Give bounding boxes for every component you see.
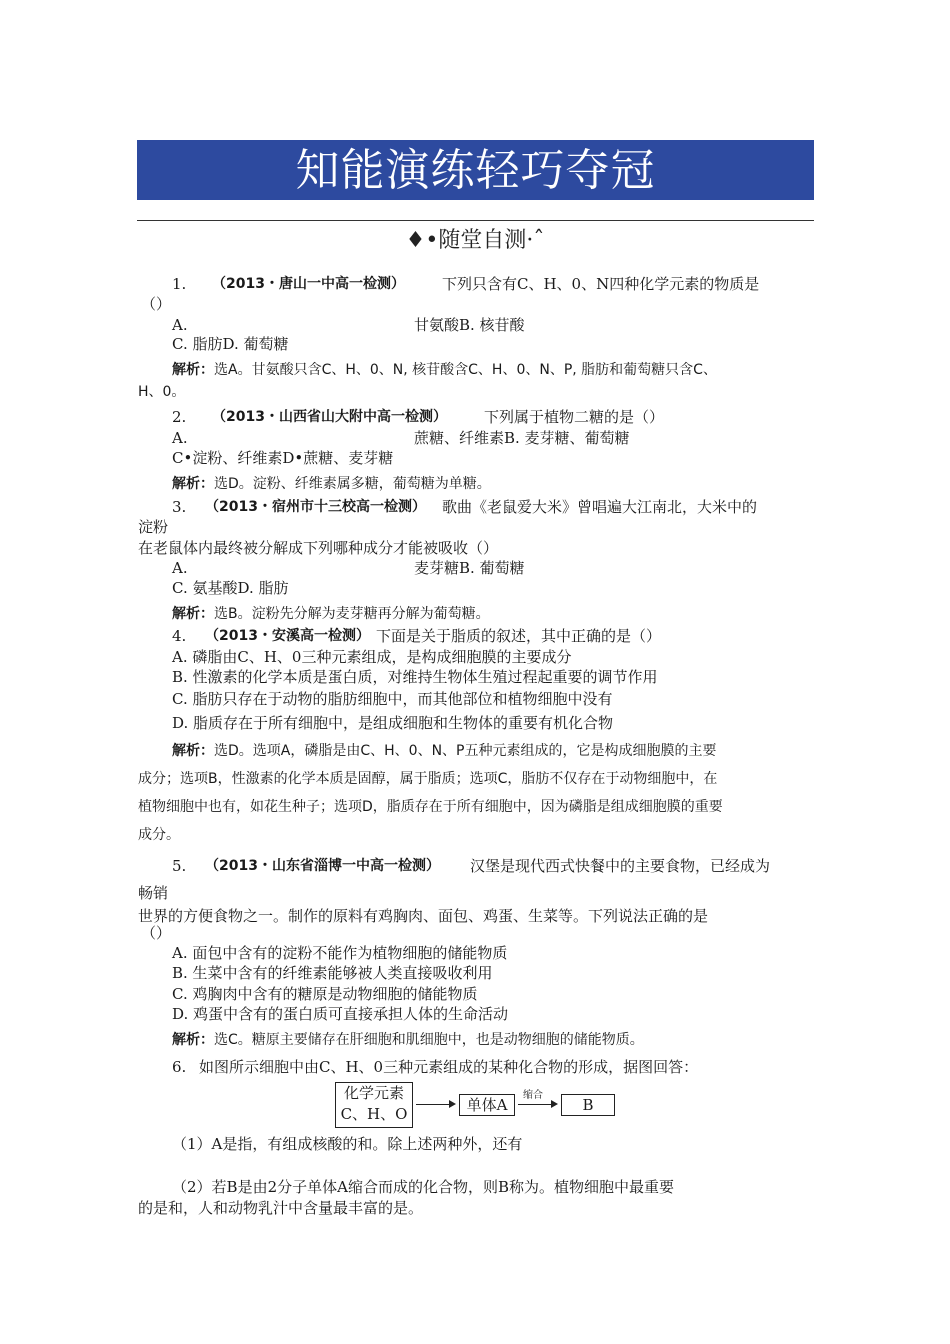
q3-source: （2013・宿州市十三校高一检测） — [205, 499, 426, 515]
q6-subquestion-2: （2）若B是由2分子单体A缩合而成的化合物，则B称为。植物细胞中最重要 — [172, 1178, 674, 1196]
q2-analysis-text: 选D。淀粉、纤维素属多糖，葡萄糖为单糖。 — [214, 476, 491, 492]
q6-subquestion-2-line-2: 的是和，人和动物乳汁中含量最丰富的是。 — [138, 1199, 424, 1217]
q5-num: 5. — [172, 857, 187, 875]
q4-analysis-text: 成分；选项B，性激素的化学本质是固醇，属于脂质；选项C，脂肪不仅存在于动物细胞中，在 — [138, 771, 718, 787]
q4-analysis-text: 选D。选项A，磷脂是由C、H、0、N、P五种元素组成的，它是构成细胞膜的主要 — [214, 743, 717, 759]
q2-options-ab: 蔗糖、纤维素B. 麦芽糖、葡萄糖 — [414, 429, 630, 447]
q4-option: C. 脂肪只存在于动物的脂肪细胞中，而其他部位和植物细胞中没有 — [172, 690, 613, 708]
page-title-banner — [137, 140, 814, 200]
q5-stem: 汉堡是现代西式快餐中的主要食物，已经成为 — [470, 857, 771, 875]
arrow-right-icon — [416, 1104, 454, 1105]
q5-analysis-text: 选C。糖原主要储存在肝细胞和肌细胞中，也是动物细胞的储能物质。 — [214, 1032, 644, 1048]
q4-stem: 下面是关于脂质的叙述，其中正确的是（） — [376, 627, 662, 645]
arrow-right-icon — [518, 1104, 556, 1105]
q6-num: 6. — [172, 1058, 187, 1076]
q1-analysis-label: 解析： — [172, 362, 214, 378]
q4-source: （2013・安溪高一检测） — [205, 628, 370, 644]
q1-analysis-text: 选A。甘氨酸只含C、H、0、N, 核苷酸含C、H、0、N、P, 脂肪和葡萄糖只含C、 — [214, 362, 717, 378]
monomer-a-box: 单体A — [459, 1094, 515, 1116]
q5-option: A. 面包中含有的淀粉不能作为植物细胞的储能物质 — [172, 944, 508, 962]
q3-stem-3: 在老鼠体内最终被分解成下列哪种成分才能被吸收（） — [138, 539, 499, 557]
q4-option: B. 性激素的化学本质是蛋白质，对维持生物体生殖过程起重要的调节作用 — [172, 668, 658, 686]
q5-paren: （） — [141, 924, 172, 942]
q5-stem-3: 世界的方便食物之一。制作的原料有鸡胸肉、面包、鸡蛋、生菜等。下列说法正确的是 — [138, 907, 709, 925]
elements-box — [335, 1082, 413, 1128]
q5-option: D. 鸡蛋中含有的蛋白质可直接承担人体的生命活动 — [172, 1005, 509, 1023]
q2-option-a-letter: A. — [172, 429, 188, 447]
q6-subquestion-1: （1）A是指，有组成核酸的和。除上述两种外，还有 — [172, 1135, 523, 1153]
q1-num: 1. — [172, 275, 187, 293]
arrow-label: 缩合 — [523, 1090, 543, 1101]
q4-analysis-text: 植物细胞中也有，如花生种子；选项D，脂质存在于所有细胞中，因为磷脂是组成细胞膜的重要 — [138, 799, 723, 815]
q1-source: （2013・唐山一中高一检测） — [212, 276, 405, 292]
q5-source: （2013・山东省淄博一中高一检测） — [205, 858, 440, 874]
q3-stem: 歌曲《老鼠爱大米》曾唱遍大江南北，大米中的 — [442, 498, 758, 516]
title-divider — [137, 220, 814, 221]
section-subtitle: ♦•随堂自测·ˆ — [405, 228, 545, 253]
q5-analysis-label: 解析： — [172, 1032, 214, 1048]
q2-options-cd: C•淀粉、纤维素D•蔗糖、麦芽糖 — [172, 449, 394, 467]
compound-b-box: B — [561, 1094, 615, 1116]
q1-options-cd: C. 脂肪D. 葡萄糖 — [172, 335, 289, 353]
q2-source: （2013・山西省山大附中高一检测） — [212, 409, 447, 425]
q5-stem-2: 畅销 — [138, 884, 169, 902]
elements-box-title: 化学元素 — [343, 1084, 404, 1102]
formation-diagram — [335, 1082, 620, 1128]
q4-analysis-text: 成分。 — [138, 827, 180, 843]
q3-num: 3. — [172, 498, 187, 516]
q2-num: 2. — [172, 408, 187, 426]
q1-stem: 下列只含有C、H、0、N四种化学元素的物质是 — [442, 275, 760, 293]
page-title: 知能演练轻巧夺冠 — [295, 145, 656, 196]
q5-option: B. 生菜中含有的纤维素能够被人类直接吸收利用 — [172, 964, 493, 982]
q2-stem: 下列属于植物二糖的是（） — [484, 408, 665, 426]
q3-stem-2: 淀粉 — [138, 518, 169, 536]
q4-analysis-label: 解析： — [172, 743, 214, 759]
q5-option: C. 鸡胸肉中含有的糖原是动物细胞的储能物质 — [172, 985, 478, 1003]
q1-option-a-letter: A. — [172, 316, 188, 334]
q1-analysis-text-2: H、0。 — [138, 384, 186, 400]
q1-options-ab: 甘氨酸B. 核苷酸 — [414, 316, 525, 334]
q3-options-cd: C. 氨基酸D. 脂肪 — [172, 579, 289, 597]
q3-options-ab: 麦芽糖B. 葡萄糖 — [414, 559, 525, 577]
q4-option: A. 磷脂由C、H、0三种元素组成，是构成细胞膜的主要成分 — [172, 648, 572, 666]
q3-option-a-letter: A. — [172, 559, 188, 577]
q4-num: 4. — [172, 627, 187, 645]
q2-analysis-label: 解析： — [172, 476, 214, 492]
q4-option: D. 脂质存在于所有细胞中，是组成细胞和生物体的重要有机化合物 — [172, 714, 614, 732]
q1-paren: （） — [141, 295, 172, 313]
q3-analysis-text: 选B。淀粉先分解为麦芽糖再分解为葡萄糖。 — [214, 606, 490, 622]
q6-stem: 如图所示细胞中由C、H、0三种元素组成的某种化合物的形成，据图回答： — [199, 1058, 699, 1076]
q3-analysis-label: 解析： — [172, 606, 214, 622]
elements-box-symbols: C、H、O — [340, 1105, 408, 1123]
